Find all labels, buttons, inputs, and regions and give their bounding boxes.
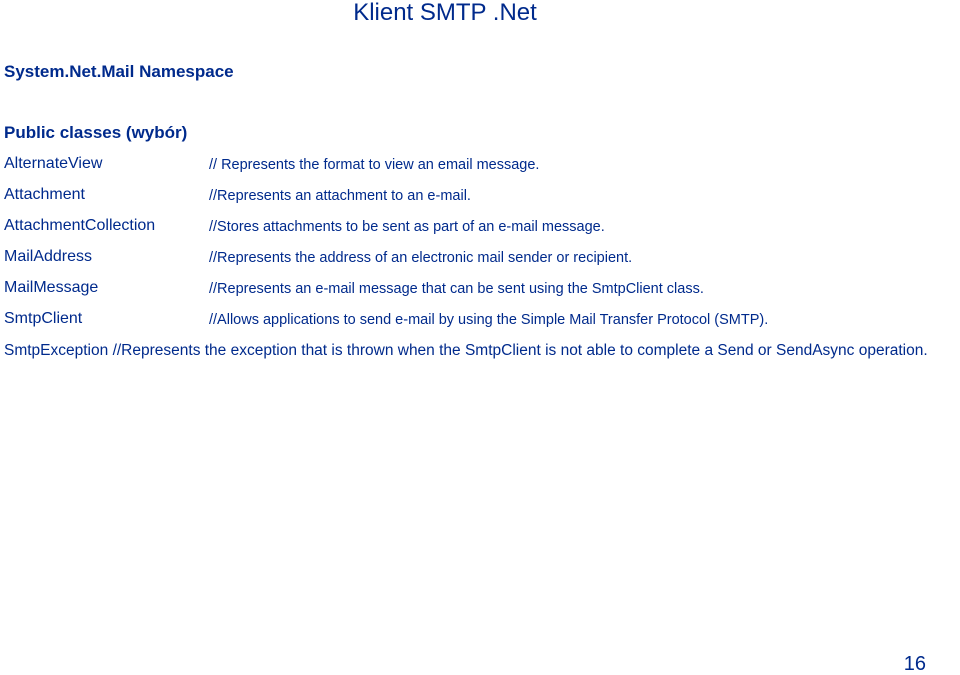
class-description: // Represents the format to view an email message. xyxy=(209,157,540,173)
class-description: //Represents an attachment to an e-mail. xyxy=(209,188,471,204)
class-name: MailAddress xyxy=(4,248,93,265)
class-description: //Stores attachments to be sent as part of an e-mail message. xyxy=(209,219,605,235)
page-number: 16 xyxy=(903,653,926,675)
class-description: //Represents the address of an electronic mail sender or recipient. xyxy=(209,250,633,266)
page-title: Klient SMTP .Net xyxy=(353,0,537,26)
namespace-heading: System.Net.Mail Namespace xyxy=(4,62,234,81)
class-name: MailMessage xyxy=(4,279,99,296)
class-name: Attachment xyxy=(4,186,85,203)
smtp-exception-row xyxy=(4,341,928,361)
class-name: SmtpException xyxy=(4,342,109,359)
class-name: AttachmentCollection xyxy=(4,217,156,234)
section-heading: Public classes (wybór) xyxy=(4,123,188,142)
class-description: //Represents an e-mail message that can be sent using the SmtpClient class. xyxy=(209,281,704,297)
class-name: SmtpClient xyxy=(4,310,83,327)
class-description: //Represents the exception that is thrown when the SmtpClient is not able to complete a Send or SendAsync operation. xyxy=(112,342,928,359)
class-name: AlternateView xyxy=(4,155,103,172)
class-description: //Allows applications to send e-mail by using the Simple Mail Transfer Protocol (SMTP). xyxy=(209,312,769,328)
